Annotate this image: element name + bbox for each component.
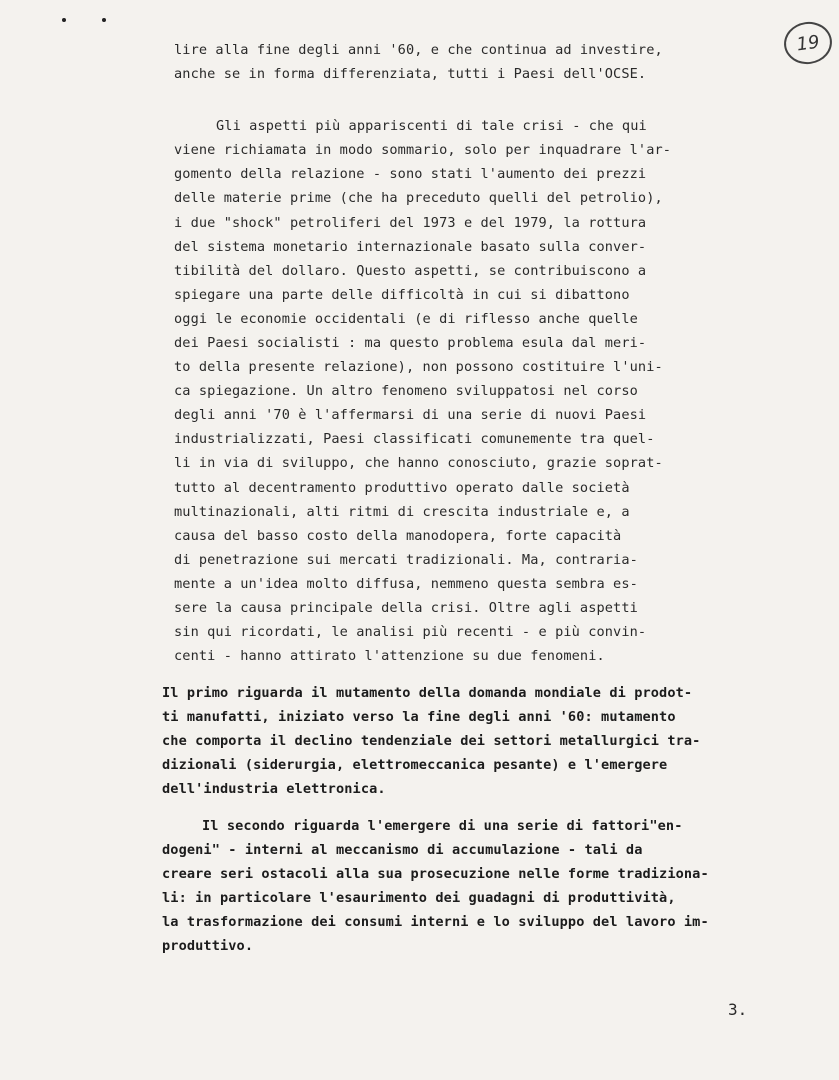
text-line: oggi le economie occidentali (e di riflesso anche quelle [174,311,638,327]
text-line: di penetrazione sui mercati tradizionali. Ma, contraria- [174,552,638,568]
text-line: produttivo. [162,938,254,954]
text-line: che comporta il declino tendenziale dei settori metallurgici tra- [162,733,701,749]
text-line: to della presente relazione), non possono costituire l'uni- [174,359,663,375]
text-line: i due "shock" petroliferi del 1973 e del 1979, la rottura [174,215,647,231]
text-line: causa del basso costo della manodopera, forte capacità [174,528,622,544]
text-line: spiegare una parte delle difficoltà in cui si dibattono [174,287,630,303]
text-line: tibilità del dollaro. Questo aspetti, se contribuiscono a [174,263,647,279]
punch-dot [62,18,66,22]
text-line: ti manufatti, iniziato verso la fine degli anni '60: mutamento [162,709,676,725]
text-line: lire alla fine degli anni '60, e che continua ad investire, [174,42,663,58]
text-line: sere la causa principale della crisi. Oltre agli aspetti [174,600,638,616]
page-number: 3. [728,1000,748,1019]
text-line: delle materie prime (che ha preceduto quelli del petrolio), [174,190,663,206]
text-line: gomento della relazione - sono stati l'aumento dei prezzi [174,166,647,182]
text-line: creare seri ostacoli alla sua prosecuzione nelle forme tradiziona- [162,866,709,882]
handwritten-page-mark [781,19,834,67]
punch-dot [102,18,106,22]
text-line: la trasformazione dei consumi interni e lo sviluppo del lavoro im- [162,914,709,930]
text-line: Il primo riguarda il mutamento della domanda mondiale di prodot- [162,685,693,701]
text-line: dogeni" - interni al meccanismo di accumulazione - tali da [162,842,643,858]
text-line: dizionali (siderurgia, elettromeccanica pesante) e l'emergere [162,757,668,773]
text-line: li in via di sviluppo, che hanno conosciuto, grazie soprat- [174,455,663,471]
page-mark-text: 19 [795,31,821,55]
text-line: sin qui ricordati, le analisi più recenti - e più convin- [174,624,647,640]
text-line: tutto al decentramento produttivo operato dalle società [174,480,630,496]
text-line: degli anni '70 è l'affermarsi di una serie di nuovi Paesi [174,407,647,423]
text-line: mente a un'idea molto diffusa, nemmeno questa sembra es- [174,576,638,592]
text-line: anche se in forma differenziata, tutti i Paesi dell'OCSE. [174,66,647,82]
text-line: del sistema monetario internazionale basato sulla conver- [174,239,647,255]
text-line: multinazionali, alti ritmi di crescita industriale e, a [174,504,630,520]
text-line: Gli aspetti più appariscenti di tale crisi - che qui [216,118,647,134]
text-line: centi - hanno attirato l'attenzione su due fenomeni. [174,648,605,664]
text-line: dell'industria elettronica. [162,781,386,797]
text-line: Il secondo riguarda l'emergere di una serie di fattori"en- [202,818,683,834]
text-line: ca spiegazione. Un altro fenomeno sviluppatosi nel corso [174,383,638,399]
text-line: li: in particolare l'esaurimento dei guadagni di produttività, [162,890,676,906]
text-line: viene richiamata in modo sommario, solo per inquadrare l'ar- [174,142,672,158]
text-line: dei Paesi socialisti : ma questo problema esula dal meri- [174,335,647,351]
text-line: industrializzati, Paesi classificati comunemente tra quel- [174,431,655,447]
